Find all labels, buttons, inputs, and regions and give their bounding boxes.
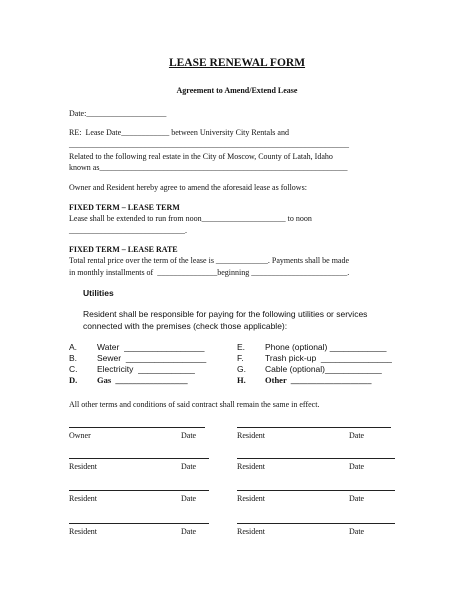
signature-date-label: Date — [349, 431, 365, 440]
date-field: Date:____________________ — [69, 109, 167, 118]
signature-date-label: Date — [181, 462, 197, 471]
utility-electricity: Electricity ____________ — [97, 364, 195, 374]
signature-date-label: Date — [349, 527, 365, 536]
related-property-line: Related to the following real estate in the City of Moscow, County of Latah, Idaho — [69, 152, 333, 161]
signature-role: Resident — [69, 494, 97, 503]
utility-other: Other ___________________ — [265, 375, 372, 385]
fixed-term-line-2: _____________________________. — [69, 226, 187, 235]
signature-role: Resident — [237, 527, 265, 536]
known-as-line: known as______________________________________________________________ — [69, 163, 348, 172]
signature-role: Resident — [69, 527, 97, 536]
utilities-paragraph-line-1: Resident shall be responsible for paying for the following utilities or services — [83, 309, 368, 319]
document-title: LEASE RENEWAL FORM — [168, 57, 306, 69]
document-subtitle: Agreement to Amend/Extend Lease — [176, 86, 298, 95]
fixed-rate-heading: FIXED TERM – LEASE RATE — [69, 245, 178, 254]
utilities-paragraph-line-2: connected with the premises (check those applicable): — [83, 321, 288, 331]
signature-role: Owner — [69, 431, 91, 440]
utility-water: Water _________________ — [97, 342, 205, 352]
signature-line — [237, 490, 395, 491]
utility-phone: Phone (optional) ____________ — [265, 342, 387, 352]
signature-date-label: Date — [349, 462, 365, 471]
utility-gas: Gas _________________ — [97, 375, 188, 385]
signature-line — [69, 427, 205, 428]
fixed-term-line-1: Lease shall be extended to run from noon_____________________ to noon — [69, 214, 312, 223]
utility-sewer: Sewer _________________ — [97, 353, 207, 363]
utility-letter-d: D. — [69, 375, 78, 385]
signature-line — [237, 458, 395, 459]
signature-date-label: Date — [181, 527, 197, 536]
signature-role: Resident — [237, 494, 265, 503]
signature-role: Resident — [237, 431, 265, 440]
utility-letter-h: H. — [237, 375, 246, 385]
fixed-rate-line-2: in monthly installments of _______________beginning ________________________. — [69, 268, 350, 277]
utility-letter-g: G. — [237, 364, 246, 374]
signature-line — [69, 490, 209, 491]
signature-role: Resident — [237, 462, 265, 471]
signature-role: Resident — [69, 462, 97, 471]
utilities-heading: Utilities — [83, 288, 114, 298]
signature-line — [69, 523, 209, 524]
utility-letter-f: F. — [237, 353, 244, 363]
re-lease-date-line: RE: Lease Date____________ between University City Rentals and — [69, 128, 289, 137]
signature-date-label: Date — [349, 494, 365, 503]
utility-trash: Trash pick-up _______________ — [265, 353, 392, 363]
signature-line — [237, 523, 395, 524]
agreement-statement: Owner and Resident hereby agree to amend the aforesaid lease as follows: — [69, 183, 307, 192]
utility-letter-b: B. — [69, 353, 78, 363]
signature-date-label: Date — [181, 431, 197, 440]
closing-statement: All other terms and conditions of said contract shall remain the same in effect. — [69, 400, 320, 409]
tenant-name-blank: ______________________________________________________________________ — [69, 140, 349, 149]
signature-line — [237, 427, 391, 428]
utility-letter-e: E. — [237, 342, 246, 352]
fixed-term-heading: FIXED TERM – LEASE TERM — [69, 203, 180, 212]
utility-letter-a: A. — [69, 342, 78, 352]
utility-cable: Cable (optional)____________ — [265, 364, 382, 374]
fixed-rate-line-1: Total rental price over the term of the lease is _____________. Payments shall be made — [69, 256, 350, 265]
utility-letter-c: C. — [69, 364, 78, 374]
signature-line — [69, 458, 209, 459]
signature-date-label: Date — [181, 494, 197, 503]
